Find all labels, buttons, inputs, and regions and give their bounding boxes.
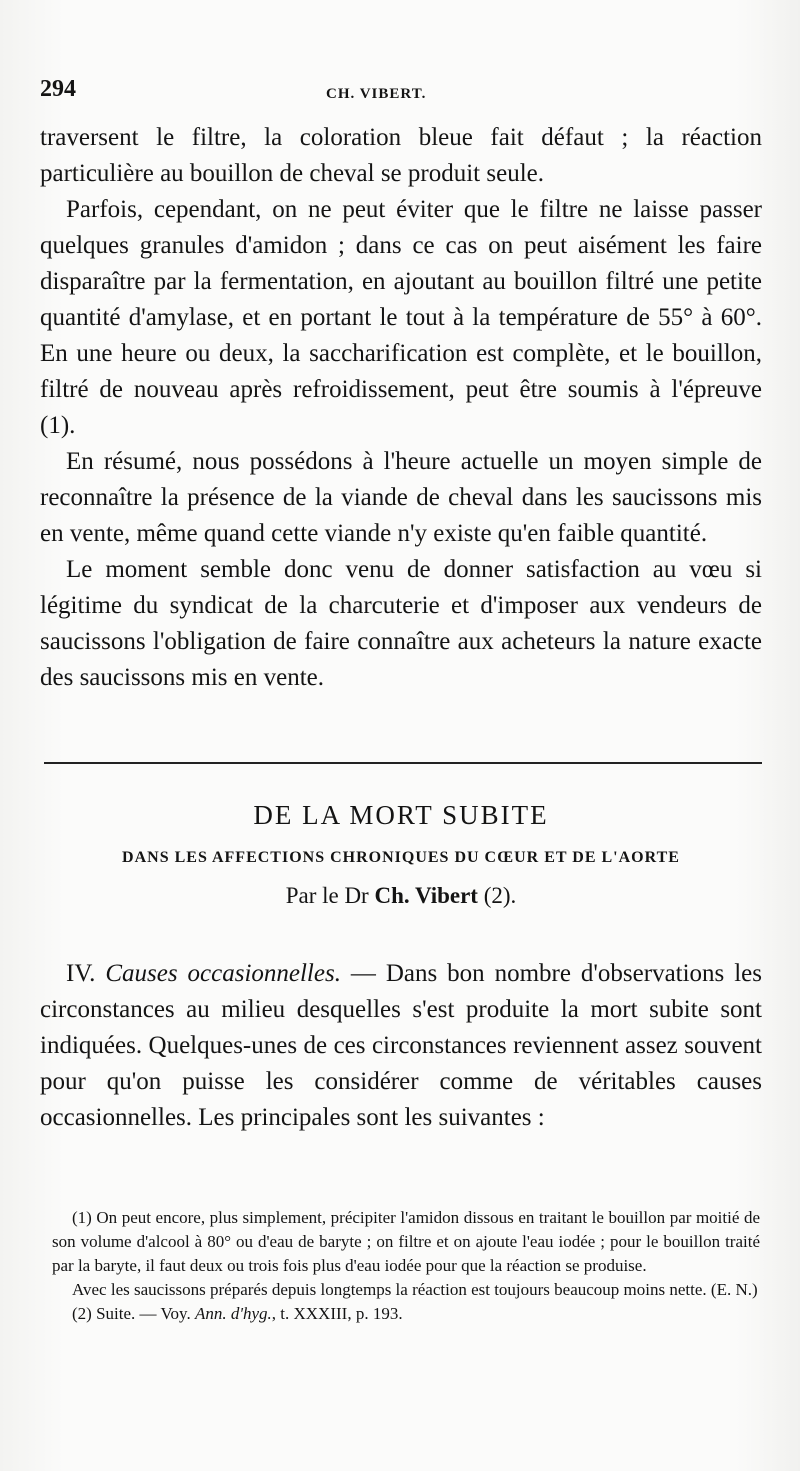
footnote-2-prefix: (2) Suite. — Voy. [72, 1304, 195, 1323]
running-head: CH. VIBERT. [326, 86, 427, 102]
paragraph-causes [40, 956, 762, 1136]
section-heading [40, 800, 762, 909]
author-prefix: Par le Dr [285, 883, 375, 908]
paragraph-continuation: traversent le filtre, la coloration bleue fait défaut ; la réaction particulière au bouillon de cheval se produit seule. [40, 124, 762, 187]
footnote-2 [52, 1302, 760, 1326]
paragraph: Le moment semble donc venu de donner satisfaction au vœu si légitime du syndicat de la charcuterie et d'imposer aux vendeurs de saucissons l'obligation de faire connaître aux acheteurs la nature exacte des saucissons mis en vente. [40, 556, 762, 691]
main-text [40, 120, 762, 696]
paragraph-lead-italic: Causes occasionnelles. [105, 960, 341, 987]
paragraph-text: — Dans bon nombre d'observations les circonstances au milieu desquelles s'est produite la mort subite sont indiquées. Quelques-unes de ces circonstances reviennent assez souvent pour qu'on puisse les considérer comme de véritables causes occasionnelles. Les principales sont les suivantes : [40, 960, 762, 1131]
footnote-1: (1) On peut encore, plus simplement, précipiter l'amidon dissous en traitant le bouillon par moitié de son volume d'alcool à 80° ou d'eau de baryte ; on filtre et on ajoute l'eau iodée ; pour le bouillon traité par la baryte, il faut deux ou trois fois plus d'eau iodée pour que la réaction se produise. [52, 1208, 760, 1275]
paragraph: Parfois, cependant, on ne peut éviter que le filtre ne laisse passer quelques granules d'amidon ; dans ce cas on peut aisément les faire disparaître par la fermentation, en ajoutant au bouillon filtré une petite quantité d'amylase, et en portant le tout à la température de 55° à 60°. En une heure ou deux, la saccharification est complète, et le bouillon, filtré de nouveau après refroidissement, peut être soumis à l'épreuve (1). [40, 196, 762, 439]
footnote-2-suffix: , t. XXXIII, p. 193. [271, 1304, 403, 1323]
footnotes [52, 1206, 760, 1326]
section-title: DE LA MORT SUBITE [253, 800, 549, 830]
author-name: Ch. Vibert [374, 883, 478, 908]
footnote-2-journal: Ann. d'hyg. [194, 1304, 272, 1323]
paragraph-lead: IV. [66, 960, 106, 987]
paragraph: En résumé, nous possédons à l'heure actuelle un moyen simple de reconnaître la présence de la viande de cheval dans les saucissons mis en vente, même quand cette viande n'y existe qu'en faible quantité. [40, 448, 762, 547]
section-divider [44, 762, 762, 764]
footnote-1-continuation: Avec les saucissons préparés depuis longtemps la réaction est toujours beaucoup moins nette. (E. N.) [72, 1280, 758, 1299]
author-suffix: (2). [477, 883, 517, 908]
section-subtitle: DANS LES AFFECTIONS CHRONIQUES DU CŒUR ET DE L'AORTE [122, 849, 680, 866]
page-header [40, 76, 760, 116]
page-number: 294 [40, 76, 76, 102]
section-body [40, 956, 762, 1136]
section-author [40, 883, 762, 909]
